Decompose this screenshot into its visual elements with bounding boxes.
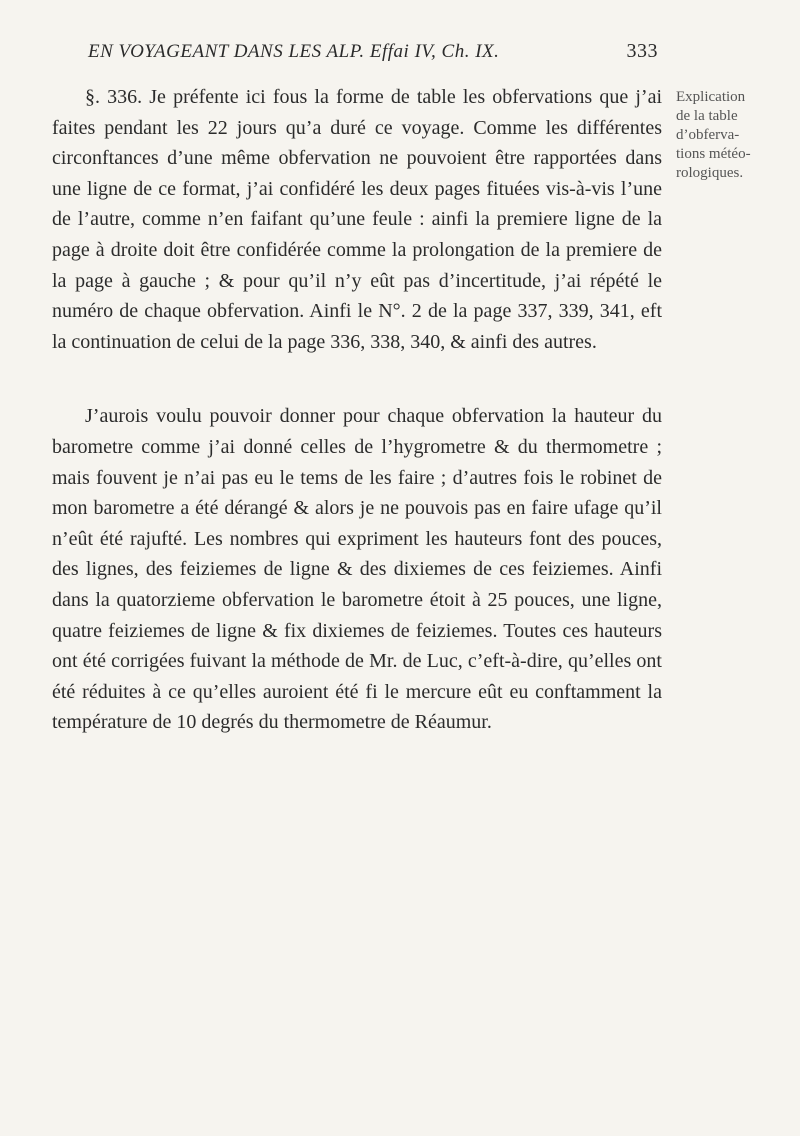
margin-note-line: de la table	[676, 108, 738, 124]
paragraph-1: §. 336. Je préfente ici fous la forme de table les obfervations que j’ai faites pendant les 22 jours qu’a duré ce voyage. Comme les différentes circonftances d’une même obfervation ne pouvoient être rapportées dans une ligne de ce format, j’ai confidéré les deux pages fituées vis-à-vis l’une de l’autre, comme n’en faifant qu’une feule : ainfi la premiere ligne de la page à droite doit être confidérée comme la prolongation de la premiere de la page à gauche ; & pour qu’il n’y eût pas d’incertitude, j’ai répété le numéro de chaque obfervation. Ainfi le N°. 2 de la page 337, 339, 341, eft la continuation de celui de la page 336, 338, 340, & ainfi des autres.	[52, 86, 662, 353]
margin-note	[676, 88, 784, 183]
body-text	[52, 82, 662, 738]
margin-note-line: rologiques.	[676, 165, 744, 181]
running-header	[88, 40, 658, 70]
margin-note-line: Explication	[676, 89, 746, 105]
paragraph-2: J’aurois voulu pouvoir donner pour chaque obfervation la hauteur du barometre comme j’ai donné celles de l’hygrometre & du thermometre ; mais fouvent je n’ai pas eu le tems de les faire ; d’autres fois le robinet de mon barometre a été dérangé & alors je ne pouvois pas en faire ufage qu’il n’eût été rajufté. Les nombres qui expriment les hauteurs font des pouces, des lignes, des feiziemes de ligne & des dixiemes de ces feiziemes. Ainfi dans la quatorzieme obfervation le barometre étoit à 25 pouces, une ligne, quatre feiziemes de ligne & fix dixiemes de feiziemes. Toutes ces hauteurs ont été corrigées fuivant la méthode de Mr. de Luc, c’eft-à-dire, qu’elles ont été réduites à ce qu’elles auroient été fi le mercure eût eu conftamment la température de 10 degrés du thermometre de Réaumur.	[52, 405, 662, 734]
margin-note-line: d’obferva-	[676, 127, 740, 143]
page-number: 333	[626, 40, 658, 62]
margin-note-line: tions météo-	[676, 146, 751, 162]
running-title: EN VOYAGEANT DANS LES ALP. Effai IV, Ch. IX.	[88, 41, 500, 62]
